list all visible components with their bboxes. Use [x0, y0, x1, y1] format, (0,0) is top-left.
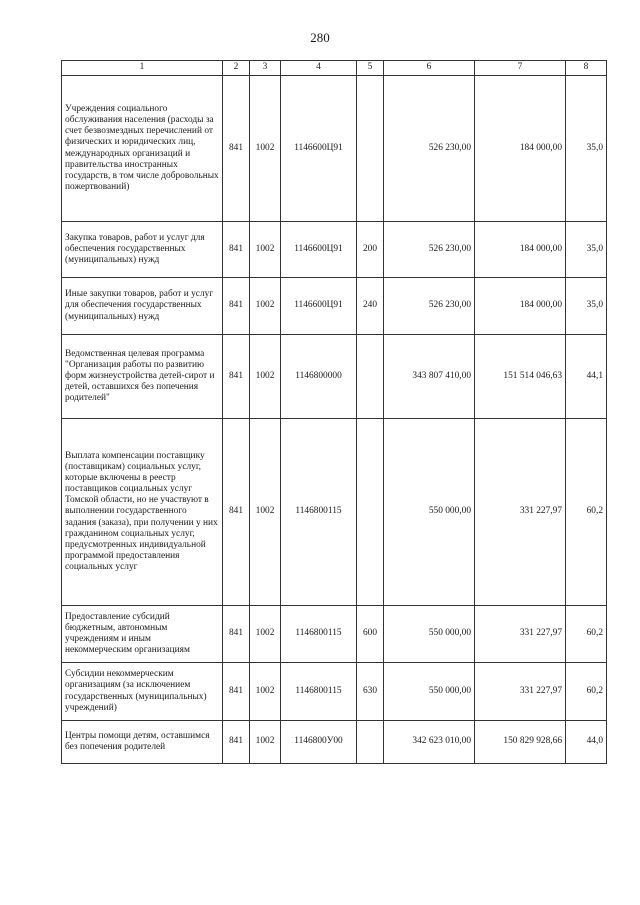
- row-plan: 343 807 410,00: [384, 335, 475, 419]
- header-col-6: 6: [384, 61, 475, 76]
- row-plan: 526 230,00: [384, 222, 475, 278]
- row-ved: 841: [223, 278, 250, 335]
- header-col-4: 4: [281, 61, 357, 76]
- row-plan: 550 000,00: [384, 663, 475, 721]
- row-fact: 151 514 046,63: [475, 335, 566, 419]
- header-col-7: 7: [475, 61, 566, 76]
- row-vr: 240: [357, 278, 384, 335]
- row-pct: 35,0: [566, 222, 607, 278]
- row-csr: 1146600Ц91: [281, 222, 357, 278]
- row-fact: 150 829 928,66: [475, 721, 566, 764]
- row-name: Предоставление субсидий бюджетным, автономным учреждениям и иным некоммерческим организациям: [62, 606, 223, 663]
- row-ved: 841: [223, 721, 250, 764]
- row-plan: 526 230,00: [384, 76, 475, 222]
- row-pct: 60,2: [566, 663, 607, 721]
- row-rz: 1002: [250, 721, 281, 764]
- table-row: [62, 335, 607, 419]
- row-pct: 44,0: [566, 721, 607, 764]
- header-col-8: 8: [566, 61, 607, 76]
- row-name: Иные закупки товаров, работ и услуг для обеспечения государственных (муниципальных) нужд: [62, 278, 223, 335]
- header-col-5: 5: [357, 61, 384, 76]
- row-name: Субсидии некоммерческим организациям (за исключением государственных (муниципальных) учреждений): [62, 663, 223, 721]
- row-name: Выплата компенсации поставщику (поставщикам) социальных услуг, которые включены в реестр поставщиков социальных услуг Томской области, но не участвуют в выполнении государственного задания (заказа), при получении у них гражданином социальных услуг, предусмотренных индивидуальной программой предоставления социальных услуг: [62, 419, 223, 606]
- header-col-3: 3: [250, 61, 281, 76]
- row-pct: 60,2: [566, 606, 607, 663]
- row-csr: 1146600Ц91: [281, 76, 357, 222]
- row-vr: [357, 721, 384, 764]
- row-fact: 184 000,00: [475, 222, 566, 278]
- row-csr: 1146800115: [281, 606, 357, 663]
- row-rz: 1002: [250, 76, 281, 222]
- header-col-2: 2: [223, 61, 250, 76]
- row-fact: 331 227,97: [475, 606, 566, 663]
- table-row: [62, 663, 607, 721]
- row-rz: 1002: [250, 222, 281, 278]
- row-csr: 1146600Ц91: [281, 278, 357, 335]
- row-rz: 1002: [250, 663, 281, 721]
- row-name: Учреждения социального обслуживания населения (расходы за счет безвозмездных перечислений от физических и юридических лиц, международных организаций и правительства иностранных государств, в том числе добровольных пожертвований): [62, 76, 223, 222]
- header-row: [62, 61, 607, 76]
- table-row: [62, 721, 607, 764]
- row-name: Закупка товаров, работ и услуг для обеспечения государственных (муниципальных) нужд: [62, 222, 223, 278]
- row-vr: 630: [357, 663, 384, 721]
- row-rz: 1002: [250, 335, 281, 419]
- row-pct: 60,2: [566, 419, 607, 606]
- row-csr: 1146800У00: [281, 721, 357, 764]
- row-vr: [357, 335, 384, 419]
- row-pct: 35,0: [566, 76, 607, 222]
- row-csr: 1146800115: [281, 419, 357, 606]
- table-row: [62, 419, 607, 606]
- row-rz: 1002: [250, 278, 281, 335]
- row-vr: 600: [357, 606, 384, 663]
- row-ved: 841: [223, 76, 250, 222]
- row-fact: 331 227,97: [475, 419, 566, 606]
- row-pct: 35,0: [566, 278, 607, 335]
- row-rz: 1002: [250, 419, 281, 606]
- row-ved: 841: [223, 222, 250, 278]
- row-plan: 550 000,00: [384, 606, 475, 663]
- row-name: Ведомственная целевая программа "Организация работы по развитию форм жизнеустройства детей-сирот и детей, оставшихся без попечения родителей": [62, 335, 223, 419]
- row-vr: [357, 419, 384, 606]
- row-fact: 184 000,00: [475, 278, 566, 335]
- row-ved: 841: [223, 606, 250, 663]
- row-name: Центры помощи детям, оставшимся без попечения родителей: [62, 721, 223, 764]
- table-row: [62, 606, 607, 663]
- row-csr: 1146800115: [281, 663, 357, 721]
- row-plan: 550 000,00: [384, 419, 475, 606]
- row-vr: 200: [357, 222, 384, 278]
- row-csr: 1146800000: [281, 335, 357, 419]
- row-vr: [357, 76, 384, 222]
- row-rz: 1002: [250, 606, 281, 663]
- row-pct: 44,1: [566, 335, 607, 419]
- table-row: [62, 278, 607, 335]
- row-plan: 526 230,00: [384, 278, 475, 335]
- header-col-1: 1: [62, 61, 223, 76]
- table-row: [62, 76, 607, 222]
- budget-table: [61, 60, 607, 764]
- row-fact: 184 000,00: [475, 76, 566, 222]
- page-number: 280: [310, 30, 330, 45]
- row-ved: 841: [223, 663, 250, 721]
- row-ved: 841: [223, 419, 250, 606]
- table-row: [62, 222, 607, 278]
- row-fact: 331 227,97: [475, 663, 566, 721]
- row-plan: 342 623 010,00: [384, 721, 475, 764]
- row-ved: 841: [223, 335, 250, 419]
